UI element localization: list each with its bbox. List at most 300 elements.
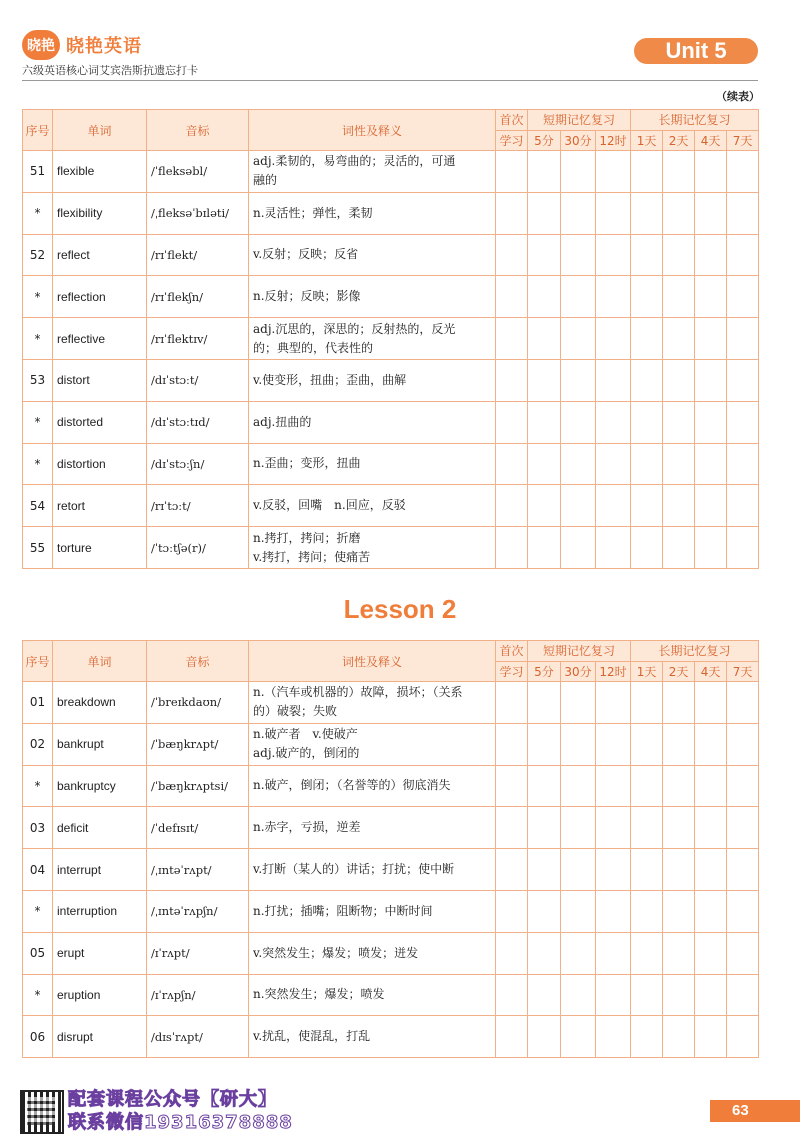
row-index: *	[23, 890, 53, 932]
header-definition: 词性及释义	[249, 641, 496, 682]
review-checkbox-cell	[596, 401, 631, 443]
review-checkbox-cell	[727, 318, 759, 360]
review-checkbox-cell	[631, 318, 663, 360]
review-checkbox-cell	[631, 682, 663, 724]
review-checkbox-cell	[695, 234, 727, 276]
review-checkbox-cell	[727, 849, 759, 891]
review-checkbox-cell	[631, 276, 663, 318]
row-index: 54	[23, 485, 53, 527]
review-checkbox-cell	[596, 890, 631, 932]
review-checkbox-cell	[496, 276, 528, 318]
row-index: *	[23, 276, 53, 318]
review-checkbox-cell	[528, 890, 561, 932]
row-index: 55	[23, 527, 53, 569]
review-checkbox-cell	[631, 443, 663, 485]
definition-line: n.（汽车或机器的）故障，损坏；（关系	[253, 685, 463, 700]
review-checkbox-cell	[727, 485, 759, 527]
header-long-col: 7天	[727, 130, 759, 151]
row-definition	[249, 1016, 496, 1058]
review-checkbox-cell	[631, 401, 663, 443]
review-checkbox-cell	[663, 932, 695, 974]
review-checkbox-cell	[663, 359, 695, 401]
table-row	[23, 276, 759, 318]
row-definition	[249, 192, 496, 234]
review-checkbox-cell	[528, 276, 561, 318]
review-checkbox-cell	[695, 151, 727, 193]
review-checkbox-cell	[596, 765, 631, 807]
definition-line: 融的	[253, 173, 278, 188]
row-word: disrupt	[53, 1016, 147, 1058]
row-definition	[249, 682, 496, 724]
row-definition	[249, 443, 496, 485]
row-index: 05	[23, 932, 53, 974]
review-checkbox-cell	[727, 234, 759, 276]
row-word: bankruptcy	[53, 765, 147, 807]
row-index: 04	[23, 849, 53, 891]
row-index: 06	[23, 1016, 53, 1058]
row-word: distortion	[53, 443, 147, 485]
review-checkbox-cell	[496, 723, 528, 765]
row-phonetic: /ˌɪntəˈrʌpt/	[147, 849, 249, 891]
row-word: retort	[53, 485, 147, 527]
page-number: 63	[710, 1100, 800, 1122]
review-checkbox-cell	[496, 527, 528, 569]
review-checkbox-cell	[631, 932, 663, 974]
definition-line: v.突然发生；爆发；喷发；迸发	[253, 945, 419, 960]
review-checkbox-cell	[727, 359, 759, 401]
row-index: *	[23, 443, 53, 485]
header-first: 首次	[496, 641, 528, 662]
definition-line: n.破产者 v.使破产	[253, 727, 358, 742]
table-row	[23, 192, 759, 234]
row-definition	[249, 765, 496, 807]
review-checkbox-cell	[528, 932, 561, 974]
review-checkbox-cell	[528, 234, 561, 276]
header-short-col: 5分	[528, 661, 561, 682]
review-checkbox-cell	[561, 318, 596, 360]
review-checkbox-cell	[596, 849, 631, 891]
review-checkbox-cell	[631, 192, 663, 234]
definition-line: v.反驳，回嘴 n.回应，反驳	[253, 498, 406, 513]
review-checkbox-cell	[496, 849, 528, 891]
review-checkbox-cell	[596, 318, 631, 360]
review-checkbox-cell	[663, 723, 695, 765]
review-checkbox-cell	[695, 932, 727, 974]
review-checkbox-cell	[596, 485, 631, 527]
review-checkbox-cell	[695, 765, 727, 807]
brand-logo	[22, 30, 142, 60]
vocab-table-2	[22, 640, 759, 1058]
row-word: flexible	[53, 151, 147, 193]
header-word: 单词	[53, 641, 147, 682]
table-row	[23, 765, 759, 807]
review-checkbox-cell	[561, 359, 596, 401]
review-checkbox-cell	[695, 318, 727, 360]
review-checkbox-cell	[561, 151, 596, 193]
row-definition	[249, 401, 496, 443]
review-checkbox-cell	[561, 527, 596, 569]
header-study: 学习	[496, 661, 528, 682]
row-word: distorted	[53, 401, 147, 443]
review-checkbox-cell	[663, 151, 695, 193]
qr-code-pattern	[27, 1097, 55, 1125]
review-checkbox-cell	[727, 890, 759, 932]
header-index: 序号	[23, 641, 53, 682]
review-checkbox-cell	[695, 890, 727, 932]
header-long-col: 1天	[631, 130, 663, 151]
review-checkbox-cell	[596, 234, 631, 276]
row-word: distort	[53, 359, 147, 401]
review-checkbox-cell	[496, 151, 528, 193]
review-checkbox-cell	[663, 890, 695, 932]
definition-line: adj.破产的，倒闭的	[253, 746, 360, 761]
row-word: reflection	[53, 276, 147, 318]
row-phonetic: /ˈbæŋkrʌptsi/	[147, 765, 249, 807]
row-definition	[249, 890, 496, 932]
review-checkbox-cell	[663, 974, 695, 1016]
row-definition	[249, 485, 496, 527]
header-long-col: 1天	[631, 661, 663, 682]
table-row	[23, 1016, 759, 1058]
review-checkbox-cell	[496, 359, 528, 401]
review-checkbox-cell	[663, 1016, 695, 1058]
header-short-term: 短期记忆复习	[528, 110, 631, 131]
review-checkbox-cell	[528, 974, 561, 1016]
row-definition	[249, 849, 496, 891]
review-checkbox-cell	[596, 527, 631, 569]
row-index: 52	[23, 234, 53, 276]
unit-badge: Unit 5	[634, 38, 758, 64]
definition-line: adj.柔韧的，易弯曲的；灵活的，可通	[253, 154, 456, 169]
review-checkbox-cell	[561, 485, 596, 527]
row-phonetic: /dɪˈstɔːt/	[147, 359, 249, 401]
review-checkbox-cell	[727, 276, 759, 318]
review-checkbox-cell	[528, 849, 561, 891]
review-checkbox-cell	[596, 723, 631, 765]
review-checkbox-cell	[727, 932, 759, 974]
review-checkbox-cell	[663, 527, 695, 569]
row-index: *	[23, 318, 53, 360]
review-checkbox-cell	[631, 849, 663, 891]
review-checkbox-cell	[663, 682, 695, 724]
header-short-col: 12时	[596, 661, 631, 682]
header-long-col: 4天	[695, 130, 727, 151]
table-row	[23, 682, 759, 724]
definition-line: adj.扭曲的	[253, 414, 312, 429]
header-first: 首次	[496, 110, 528, 131]
vocab-table-1	[22, 109, 759, 569]
definition-line: v.反射；反映；反省	[253, 247, 359, 262]
row-index: 01	[23, 682, 53, 724]
row-index: 02	[23, 723, 53, 765]
table-row	[23, 151, 759, 193]
header-phonetic: 音标	[147, 110, 249, 151]
header-short-col: 12时	[596, 130, 631, 151]
review-checkbox-cell	[663, 849, 695, 891]
row-phonetic: /ˌfleksəˈbɪləti/	[147, 192, 249, 234]
row-phonetic: /ˈfleksəbl/	[147, 151, 249, 193]
review-checkbox-cell	[631, 1016, 663, 1058]
review-checkbox-cell	[561, 276, 596, 318]
header-short-term: 短期记忆复习	[528, 641, 631, 662]
table-row	[23, 443, 759, 485]
review-checkbox-cell	[695, 485, 727, 527]
review-checkbox-cell	[561, 932, 596, 974]
review-checkbox-cell	[663, 485, 695, 527]
review-checkbox-cell	[695, 723, 727, 765]
continued-label: （续表）	[716, 90, 760, 103]
promo-line-2: 联系微信19316378888	[68, 1112, 293, 1133]
row-phonetic: /ˈbæŋkrʌpt/	[147, 723, 249, 765]
definition-line: n.反射；反映；影像	[253, 289, 361, 304]
table-row	[23, 527, 759, 569]
review-checkbox-cell	[631, 151, 663, 193]
review-checkbox-cell	[528, 318, 561, 360]
row-word: reflective	[53, 318, 147, 360]
definition-line: n.打扰；插嘴；阻断物；中断时间	[253, 903, 433, 918]
row-phonetic: /rɪˈflektɪv/	[147, 318, 249, 360]
row-definition	[249, 527, 496, 569]
review-checkbox-cell	[561, 192, 596, 234]
table-row	[23, 723, 759, 765]
definition-line: n.赤字，亏损，逆差	[253, 820, 361, 835]
definition-line: n.突然发生；爆发；喷发	[253, 987, 385, 1002]
review-checkbox-cell	[695, 443, 727, 485]
review-checkbox-cell	[727, 723, 759, 765]
row-definition	[249, 151, 496, 193]
table-row	[23, 974, 759, 1016]
definition-line: v.拷打，拷问；使痛苦	[253, 549, 371, 564]
definition-line: n.破产，倒闭；（名誉等的）彻底消失	[253, 778, 451, 793]
review-checkbox-cell	[496, 932, 528, 974]
review-checkbox-cell	[496, 485, 528, 527]
header-divider	[22, 80, 758, 81]
row-definition	[249, 932, 496, 974]
review-checkbox-cell	[596, 1016, 631, 1058]
row-index: *	[23, 401, 53, 443]
review-checkbox-cell	[727, 192, 759, 234]
row-definition	[249, 276, 496, 318]
review-checkbox-cell	[727, 765, 759, 807]
review-checkbox-cell	[631, 890, 663, 932]
table-row	[23, 401, 759, 443]
row-index: *	[23, 192, 53, 234]
review-checkbox-cell	[663, 443, 695, 485]
review-checkbox-cell	[561, 890, 596, 932]
review-checkbox-cell	[496, 318, 528, 360]
review-checkbox-cell	[528, 151, 561, 193]
row-definition	[249, 318, 496, 360]
review-checkbox-cell	[695, 682, 727, 724]
definition-line: n.灵活性；弹性，柔韧	[253, 205, 373, 220]
review-checkbox-cell	[528, 192, 561, 234]
row-definition	[249, 359, 496, 401]
row-phonetic: /ˈdefɪsɪt/	[147, 807, 249, 849]
review-checkbox-cell	[528, 682, 561, 724]
review-checkbox-cell	[596, 359, 631, 401]
row-word: interrupt	[53, 849, 147, 891]
review-checkbox-cell	[561, 234, 596, 276]
table-row	[23, 234, 759, 276]
review-checkbox-cell	[496, 234, 528, 276]
header-long-col: 4天	[695, 661, 727, 682]
review-checkbox-cell	[496, 401, 528, 443]
row-index: *	[23, 974, 53, 1016]
review-checkbox-cell	[528, 807, 561, 849]
review-checkbox-cell	[528, 765, 561, 807]
header-phonetic: 音标	[147, 641, 249, 682]
brand-name: 晓艳英语	[66, 36, 142, 57]
review-checkbox-cell	[631, 234, 663, 276]
row-phonetic: /ɪˈrʌpt/	[147, 932, 249, 974]
review-checkbox-cell	[631, 359, 663, 401]
row-word: bankrupt	[53, 723, 147, 765]
review-checkbox-cell	[561, 682, 596, 724]
row-phonetic: /ɪˈrʌpʃn/	[147, 974, 249, 1016]
review-checkbox-cell	[727, 401, 759, 443]
review-checkbox-cell	[496, 1016, 528, 1058]
review-checkbox-cell	[727, 682, 759, 724]
row-phonetic: /dɪsˈrʌpt/	[147, 1016, 249, 1058]
review-checkbox-cell	[561, 974, 596, 1016]
header-definition: 词性及释义	[249, 110, 496, 151]
review-checkbox-cell	[663, 807, 695, 849]
review-checkbox-cell	[727, 151, 759, 193]
table-row	[23, 890, 759, 932]
row-word: eruption	[53, 974, 147, 1016]
row-word: breakdown	[53, 682, 147, 724]
review-checkbox-cell	[528, 527, 561, 569]
review-checkbox-cell	[528, 359, 561, 401]
review-checkbox-cell	[528, 443, 561, 485]
definition-line: 的；典型的，代表性的	[253, 340, 374, 355]
promo-line-1: 配套课程公众号【研大】	[68, 1089, 277, 1110]
review-checkbox-cell	[596, 276, 631, 318]
table-row	[23, 485, 759, 527]
review-checkbox-cell	[596, 807, 631, 849]
row-word: flexibility	[53, 192, 147, 234]
definition-line: n.歪曲；变形，扭曲	[253, 456, 361, 471]
review-checkbox-cell	[528, 723, 561, 765]
review-checkbox-cell	[663, 276, 695, 318]
review-checkbox-cell	[695, 359, 727, 401]
header-word: 单词	[53, 110, 147, 151]
review-checkbox-cell	[695, 527, 727, 569]
row-word: deficit	[53, 807, 147, 849]
review-checkbox-cell	[528, 485, 561, 527]
row-definition	[249, 234, 496, 276]
review-checkbox-cell	[695, 192, 727, 234]
review-checkbox-cell	[663, 401, 695, 443]
row-phonetic: /ˌɪntəˈrʌpʃn/	[147, 890, 249, 932]
review-checkbox-cell	[561, 765, 596, 807]
table-row	[23, 807, 759, 849]
review-checkbox-cell	[663, 234, 695, 276]
table-row	[23, 932, 759, 974]
review-checkbox-cell	[727, 527, 759, 569]
review-checkbox-cell	[496, 974, 528, 1016]
review-checkbox-cell	[561, 1016, 596, 1058]
review-checkbox-cell	[663, 765, 695, 807]
row-word: reflect	[53, 234, 147, 276]
row-word: interruption	[53, 890, 147, 932]
row-phonetic: /dɪˈstɔːtɪd/	[147, 401, 249, 443]
header-index: 序号	[23, 110, 53, 151]
review-checkbox-cell	[631, 723, 663, 765]
review-checkbox-cell	[496, 682, 528, 724]
review-checkbox-cell	[727, 443, 759, 485]
logo-mark: 晓艳	[22, 30, 60, 60]
row-word: torture	[53, 527, 147, 569]
review-checkbox-cell	[695, 807, 727, 849]
review-checkbox-cell	[596, 151, 631, 193]
definition-line: 的）破裂；失败	[253, 704, 338, 719]
review-checkbox-cell	[663, 192, 695, 234]
review-checkbox-cell	[695, 1016, 727, 1058]
row-index: 03	[23, 807, 53, 849]
review-checkbox-cell	[528, 1016, 561, 1058]
review-checkbox-cell	[496, 890, 528, 932]
row-phonetic: /ˈbreɪkdaʊn/	[147, 682, 249, 724]
book-subtitle: 六级英语核心词艾宾浩斯抗遗忘打卡	[22, 64, 198, 77]
row-index: 53	[23, 359, 53, 401]
review-checkbox-cell	[596, 682, 631, 724]
lesson-title: Lesson 2	[343, 594, 457, 624]
header-long-term: 长期记忆复习	[631, 110, 759, 131]
header-long-col: 2天	[663, 130, 695, 151]
header-long-col: 7天	[727, 661, 759, 682]
promo-text	[68, 1088, 293, 1134]
header-long-term: 长期记忆复习	[631, 641, 759, 662]
review-checkbox-cell	[496, 807, 528, 849]
table-row	[23, 318, 759, 360]
review-checkbox-cell	[561, 401, 596, 443]
review-checkbox-cell	[561, 443, 596, 485]
review-checkbox-cell	[695, 974, 727, 1016]
review-checkbox-cell	[561, 807, 596, 849]
review-checkbox-cell	[727, 974, 759, 1016]
review-checkbox-cell	[727, 807, 759, 849]
table-row	[23, 359, 759, 401]
review-checkbox-cell	[496, 765, 528, 807]
row-phonetic: /rɪˈflekt/	[147, 234, 249, 276]
header-long-col: 2天	[663, 661, 695, 682]
definition-line: v.扰乱，使混乱，打乱	[253, 1029, 371, 1044]
header-short-col: 30分	[561, 130, 596, 151]
row-word: erupt	[53, 932, 147, 974]
review-checkbox-cell	[631, 527, 663, 569]
row-index: *	[23, 765, 53, 807]
review-checkbox-cell	[528, 401, 561, 443]
definition-line: adj.沉思的，深思的；反射热的，反光	[253, 321, 456, 336]
definition-line: n.拷打，拷问；折磨	[253, 530, 361, 545]
review-checkbox-cell	[561, 723, 596, 765]
review-checkbox-cell	[695, 849, 727, 891]
review-checkbox-cell	[631, 485, 663, 527]
definition-line: v.打断（某人的）讲话；打扰；使中断	[253, 862, 455, 877]
row-definition	[249, 974, 496, 1016]
header-short-col: 5分	[528, 130, 561, 151]
row-phonetic: /rɪˈflekʃn/	[147, 276, 249, 318]
review-checkbox-cell	[631, 807, 663, 849]
row-phonetic: /rɪˈtɔːt/	[147, 485, 249, 527]
review-checkbox-cell	[727, 1016, 759, 1058]
review-checkbox-cell	[631, 974, 663, 1016]
definition-line: v.使变形，扭曲；歪曲，曲解	[253, 372, 407, 387]
review-checkbox-cell	[596, 974, 631, 1016]
row-definition	[249, 807, 496, 849]
header-short-col: 30分	[561, 661, 596, 682]
